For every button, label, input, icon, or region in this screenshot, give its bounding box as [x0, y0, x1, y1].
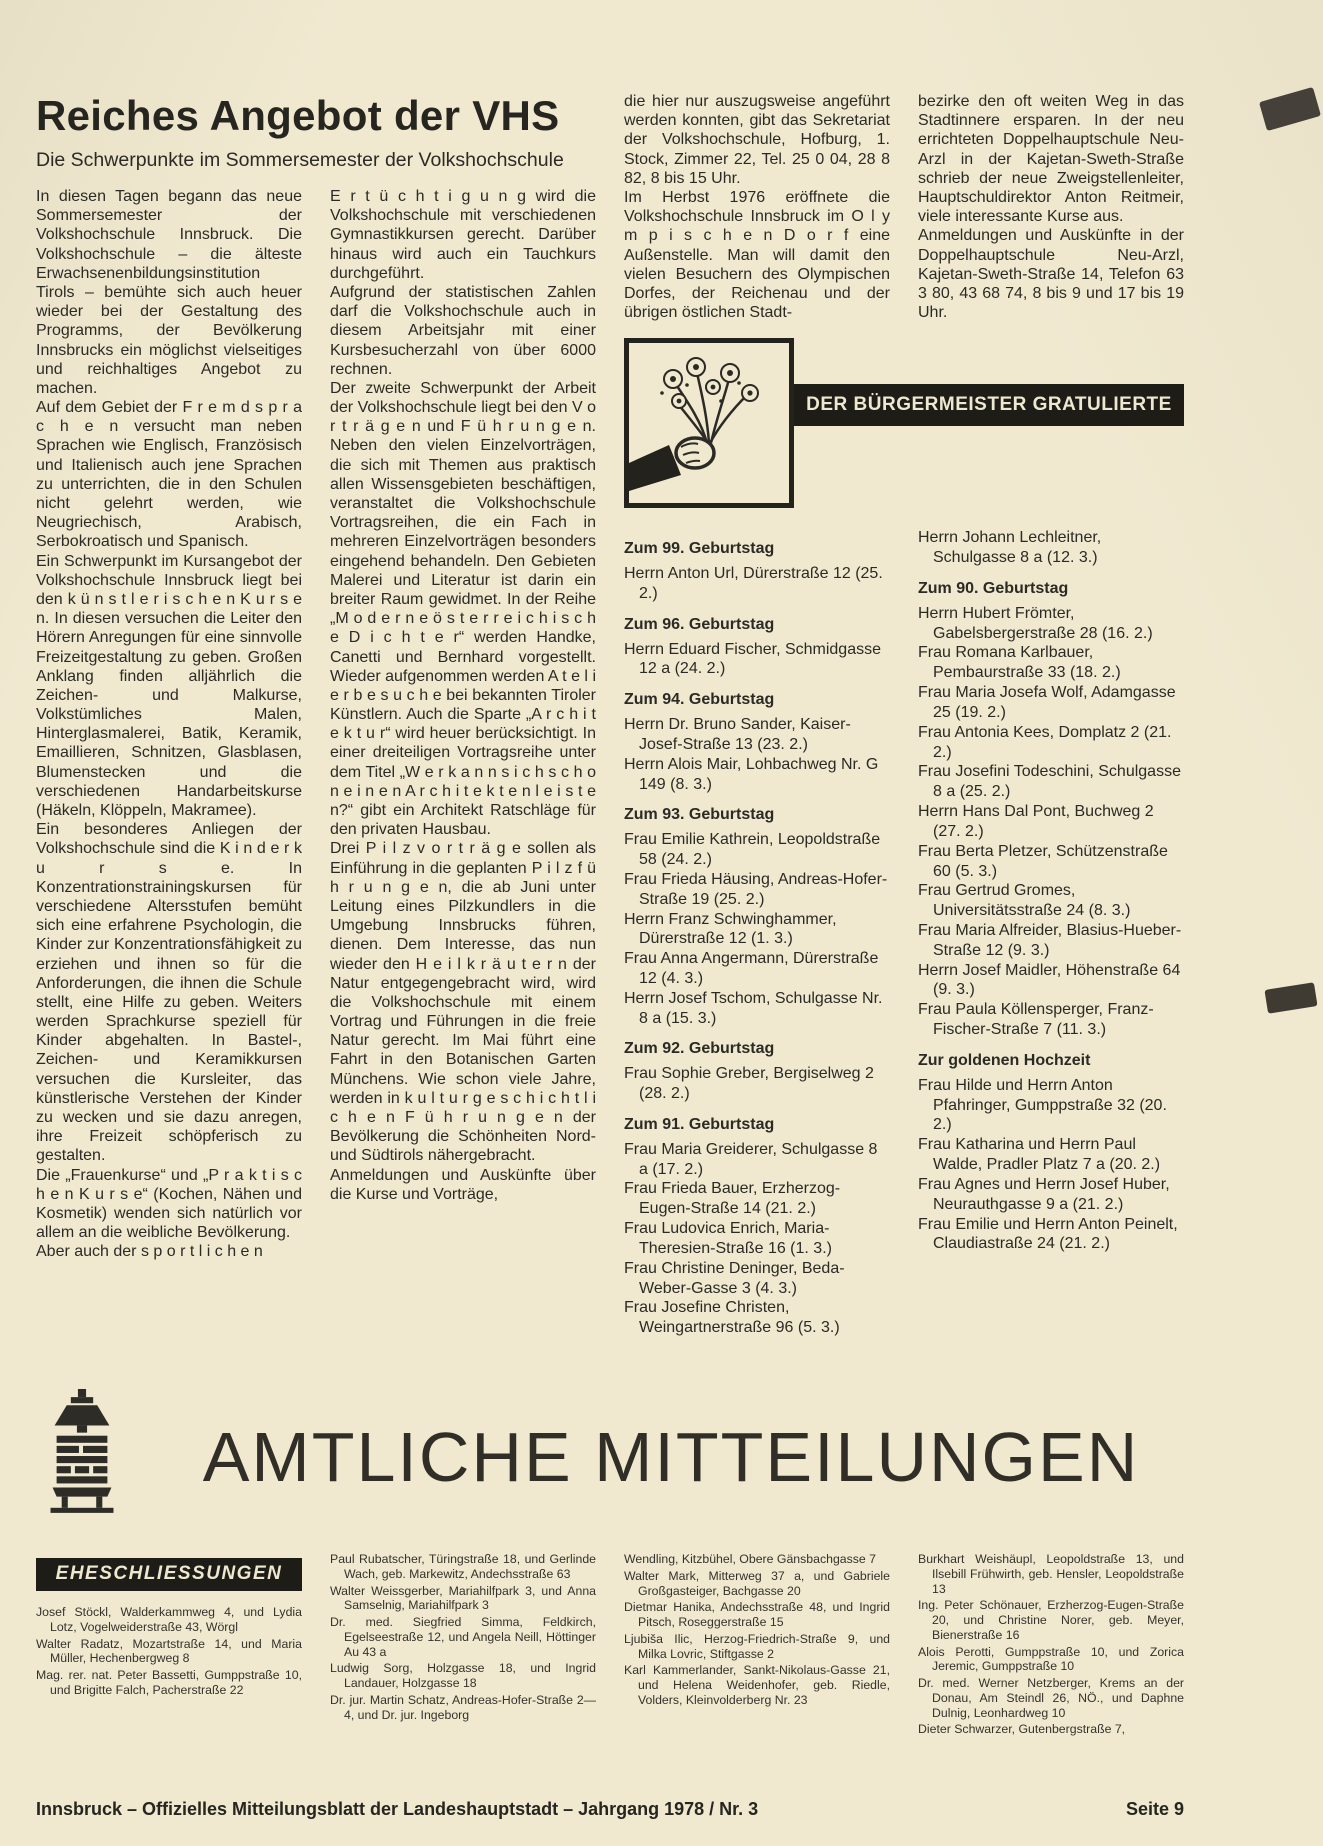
banner-title: DER BÜRGERMEISTER GRATULIERTE [806, 394, 1172, 416]
congrats-item: Zum 90. Geburtstag [918, 579, 1069, 597]
congrats-item: Zum 91. Geburtstag [624, 1115, 775, 1133]
congrats-item: Herrn Johann Lechleitner, Schulgasse 8 a (12. 3.) [918, 529, 1102, 567]
congrats-item: Frau Gertrud Gromes, Universitätsstraße 24 (8. 3.) [918, 882, 1131, 920]
marriages-list-3 [624, 1552, 890, 1708]
marriage-entry: Dietmar Hanika, Andechsstraße 48, und Ingrid Pitsch, Roseggerstraße 15 [624, 1600, 890, 1629]
congrats-item: Herrn Anton Url, Dürerstraße 12 (25. 2.) [624, 565, 883, 602]
marriages-column-3 [624, 1552, 890, 1739]
congrats-item: Herrn Josef Tschom, Schulgasse Nr. 8 a (15. 3.) [624, 989, 883, 1027]
congrats-item: Frau Frieda Häusing, Andreas-Hofer-Straße 19 (25. 2.) [624, 870, 888, 908]
marriage-entry: Burkhart Weishäupl, Leopoldstraße 13, und Ilsebill Frühwirth, geb. Hensler, Leopoldstraße 13 [918, 1552, 1184, 1596]
vhs-article-section [36, 92, 596, 1262]
upper-content [36, 92, 1184, 1356]
congrats-item: Zum 99. Geburtstag [624, 540, 775, 558]
congrats-item: Frau Romana Karlbauer, Pembaurstraße 33 (18. 2.) [918, 644, 1121, 682]
congrats-item: Frau Frieda Bauer, Erzherzog-Eugen-Straße 14 (21. 2.) [624, 1180, 841, 1218]
congrats-item: Zum 96. Geburtstag [624, 615, 775, 633]
congrats-item: Frau Anna Angermann, Dürerstraße 12 (4. 3.) [624, 950, 879, 987]
congrats-item: Frau Emilie und Herrn Anton Peinelt, Claudiastraße 24 (21. 2.) [918, 1215, 1178, 1253]
amtliche-title: AMTLICHE MITTEILUNGEN [202, 1418, 1140, 1496]
article-paragraph: Ein Schwerpunkt im Kursangebot der Volkshochschule Innsbruck liegt bei den k ü n s t l e r i s c h e n K u r s e n. In diesen versuchen die Leiter den Hörern Anregungen für eine sinnvolle Freizeitgestaltung zu geben. Großen Anklang finden alljährlich die Zeichen- und Malkurse, Volkstümliches Malen, Hinterglasmalerei, Batik, Keramik, Emaillieren, Schnitzen, Glasblasen, Blumenstecken und die verschiedenen Handarbeitskurse (Häkeln, Klöppeln, Makramee). [36, 552, 302, 819]
eheschliessungen-section [36, 1552, 1184, 1739]
bouquet-illustration [629, 343, 789, 503]
congrats-item: Frau Maria Alfreider, Blasius-Hueber-Straße 12 (9. 3.) [918, 921, 1182, 959]
marriage-entry: Ing. Peter Schönauer, Erzherzog-Eugen-Straße 20, und Christine Norer, geb. Meyer, Bienerstraße 16 [918, 1598, 1184, 1642]
article-column-3 [624, 92, 890, 322]
article-paragraph: Drei P i l z v o r t r ä g e sollen als Einführung in die geplanten P i l z f ü h r u n g e n, die ab Juni unter Leitung eines Pilzkundlers in die Umgebung Innsbrucks führen, dienen. Dem Interesse, das nun wieder den H e i l k r ä u t e r n der Natur entgegengebracht wird, wird die Volkshochschule mit einem Vortrag und Führungen in die freie Natur gerecht. Im Mai führt eine Fahrt in den Botanischen Garten Münchens. Wie schon viele Jahre, werden in k u l t u r g e s c h i c h t l i c h e n F ü h r u n g e n der Bevölkerung die Schönheiten Nord- und Südtirols nähergebracht. [330, 840, 596, 1165]
marriage-entry: Paul Rubatscher, Türingstraße 18, und Gerlinde Wach, geb. Markewitz, Andechsstraße 63 [330, 1552, 596, 1581]
congrats-item: Herrn Alois Mair, Lohbachweg Nr. G 149 (8. 3.) [624, 755, 879, 793]
marriage-entry: Alois Perotti, Gumppstraße 10, und Zorica Jeremic, Gumppstraße 10 [918, 1644, 1184, 1674]
congrats-column-left [624, 528, 890, 1338]
congrats-item: Zum 93. Geburtstag [624, 806, 775, 824]
article-title: Reiches Angebot der VHS [36, 92, 560, 139]
congrats-item: Frau Hilde und Herrn Anton Pfahringer, Gumppstraße 32 (20. 2.) [918, 1076, 1167, 1134]
article-paragraph: In diesen Tagen begann das neue Sommersemester der Volkshochschule Innsbruck. Die Volkshochschule – die älteste Erwachsenenbildungsinstitution Tirols – bemühte sich auch heuer wieder bei der Gestaltung des Programms, der Bevölkerung Innsbrucks ein möglichst vielseitiges und reichhaltiges Angebot zu machen. [36, 188, 302, 397]
congrats-item: Frau Maria Josefa Wolf, Adamgasse 25 (19. 2.) [918, 684, 1176, 721]
congrats-item: Herrn Dr. Bruno Sander, Kaiser-Josef-Straße 13 (23. 2.) [624, 716, 851, 753]
article-paragraph: Aber auch der s p o r t l i c h e n [36, 1243, 263, 1261]
marriages-list-1 [36, 1605, 302, 1698]
marriage-entry: Wendling, Kitzbühel, Obere Gänsbachgasse 7 [624, 1552, 877, 1566]
article-column-4 [918, 92, 1184, 322]
article-subtitle: Die Schwerpunkte im Sommersemester der Volkshochschule [36, 149, 564, 171]
congrats-item: Frau Antonia Kees, Domplatz 2 (21. 2.) [918, 723, 1172, 761]
marriage-entry: Dr. jur. Martin Schatz, Andreas-Hofer-Straße 2—4, und Dr. jur. Ingeborg [330, 1692, 596, 1722]
congrats-item: Herrn Hans Dal Pont, Buchweg 2 (27. 2.) [918, 803, 1154, 840]
congrats-item: Frau Josefini Todeschini, Schulgasse 8 a (25. 2.) [918, 763, 1181, 801]
article-paragraph: bezirke den oft weiten Weg in das Stadtinnere ersparen. In der neu errichteten Doppelhauptschule Neu-Arzl in der Kajetan-Sweth-Straße schrieb der neue Zweigstellenleiter, Hauptschuldirektor Anton Reitmeir, viele interessante Kurse aus. [918, 93, 1184, 226]
congrats-item: Frau Paula Köllensperger, Franz-Fischer-Straße 7 (11. 3.) [918, 1001, 1154, 1039]
congratulations-lists [624, 528, 1184, 1338]
marriage-entry: Walter Mark, Mitterweg 37 a, und Gabriele Großgasteiger, Bachgasse 20 [624, 1568, 890, 1598]
congrats-item: Herrn Eduard Fischer, Schmidgasse 12 a (24. 2.) [624, 640, 881, 678]
article-paragraph: Aufgrund der statistischen Zahlen darf die Volkshochschule auch in diesem Arbeitsjahr mit einer Kursbesucherzahl von über 6000 rechnen. [330, 283, 596, 378]
article-paragraph: Anmeldungen und Auskünfte in der Doppelhauptschule Neu-Arzl, Kajetan-Sweth-Straße 14, Telefon 63 3 80, 43 68 74, 8 bis 9 und 17 bis 19 Uhr. [918, 227, 1184, 322]
congrats-item: Herrn Hubert Frömter, Gabelsbergerstraße 28 (16. 2.) [918, 604, 1153, 642]
congrats-item: Frau Sophie Greber, Bergiselweg 2 (28. 2.) [624, 1065, 874, 1103]
marriages-list-2 [330, 1552, 596, 1722]
footer-publication-line: Innsbruck – Offizielles Mitteilungsblatt der Landeshauptstadt – Jahrgang 1978 / Nr. 3 [36, 1799, 759, 1819]
article-column-2 [330, 187, 596, 1262]
marriage-entry: Walter Radatz, Mozartstraße 14, und Maria Müller, Hechenbergweg 8 [36, 1636, 302, 1666]
footer-page-number: Seite 9 [1125, 1799, 1184, 1819]
article-paragraph: E r t ü c h t i g u n g wird die Volkshochschule mit verschiedenen Gymnastikkursen gerecht. Darüber hinaus wird auch ein Tauchkurs durchgeführt. [330, 188, 596, 282]
article-column-1 [36, 187, 302, 1262]
congrats-item: Frau Josefine Christen, Weingartnerstraße 96 (5. 3.) [624, 1299, 840, 1337]
hand-with-bouquet-icon [624, 338, 794, 508]
marriages-list-4 [918, 1552, 1184, 1737]
congratulations-banner [624, 338, 1184, 508]
right-section [624, 92, 1184, 1338]
hanging-lantern-icon [36, 1389, 128, 1526]
congrats-item: Frau Ludovica Enrich, Maria-Theresien-Straße 16 (1. 3.) [624, 1220, 832, 1257]
marriage-entry: Dr. med. Werner Netzberger, Krems an der Donau, Am Steindl 26, NÖ., und Daphne Dulnig, Leonhardweg 10 [918, 1676, 1184, 1720]
eheschliessungen-header: EHESCHLIESSUNGEN [36, 1558, 302, 1591]
marriage-entry: Karl Kammerlander, Sankt-Nikolaus-Gasse 21, und Helena Weidenhofer, geb. Riedle, Volders, Kleinvolderberg Nr. 23 [624, 1663, 890, 1707]
sleeve-shape [629, 445, 681, 491]
congrats-item: Frau Maria Greiderer, Schulgasse 8 a (17. 2.) [624, 1140, 878, 1178]
congrats-item: Frau Emilie Kathrein, Leopoldstraße 58 (24. 2.) [624, 831, 881, 869]
congrats-item: Zum 94. Geburtstag [624, 691, 775, 709]
article-columns [36, 187, 596, 1262]
congrats-item: Frau Berta Pletzer, Schützenstraße 60 (5. 3.) [918, 842, 1168, 880]
article-paragraph: Auf dem Gebiet der F r e m d s p r a c h e n versucht man neben Sprachen wie Englisch, Französisch und Italienisch auch jene Sprachen zu unterrichten, die in den Schulen nicht gelehrt werden, wie Neugriechisch, Arabisch, Serbokroatisch und Spanisch. [36, 399, 302, 551]
article-columns-continued [624, 92, 1184, 322]
marriage-entry: Walter Weissgerber, Mariahilfpark 3, und Anna Samselnig, Mariahilfpark 3 [330, 1583, 596, 1613]
marriages-column-1 [36, 1552, 302, 1739]
article-paragraph: Ein besonderes Anliegen der Volkshochschule sind die K i n d e r k u r s e. In Konzentrationstrainingskursen für verschiedene Altersstufen bemüht sich eine erfahrene Psychologin, die Kinder zur Konzentrationsfähigkeit zu erziehen und ihnen so für die Anforderungen, die ihnen die Schule stellt, eine Hilfe zu geben. Weiters werden Sprachkurse speziell für Kinder abgehalten. In Bastel-, Zeichen- und Keramikkursen versuchen die Kursleiter, das künstlerische Verstehen der Kinder zu wecken und sie dazu anregen, ihre Freizeit schöpferisch zu gestalten. [36, 821, 302, 1165]
marriage-entry: Mag. rer. nat. Peter Bassetti, Gumppstraße 10, und Brigitte Falch, Pacherstraße 22 [36, 1668, 302, 1697]
article-paragraph: Im Herbst 1976 eröffnete die Volkshochschule Innsbruck im O l y m p i s c h e n D o r f eine Außenstelle. Man will damit den vielen Besuchern des Olympischen Dorfes, der Reichenau und der übrigen östlichen Stadt- [624, 188, 890, 322]
marriage-entry: Ljubiša Ilic, Herzog-Friedrich-Straße 9, und Milka Lovric, Stiftgasse 2 [624, 1631, 890, 1661]
marriage-entry: Josef Stöckl, Walderkammweg 4, und Lydia Lotz, Vogelweiderstraße 43, Wörgl [36, 1605, 302, 1634]
marriage-entry: Dieter Schwarzer, Gutenbergstraße 7, [918, 1722, 1126, 1737]
article-paragraph: Anmeldungen und Auskünfte über die Kurse und Vorträge, [330, 1166, 596, 1203]
congrats-item: Herrn Josef Maidler, Höhenstraße 64 (9. 3.) [918, 961, 1181, 999]
article-paragraph: Der zweite Schwerpunkt der Arbeit der Volkshochschule liegt bei den V o r t r ä g e n und F ü h r u n g e n. Neben den vielen Einzelvorträgen, die sich mit Themen aus praktisch allen Wissensgebieten beschäftigen, veranstaltet die Volkshochschule Vortragsreihen, die ein Fach in mehreren Einzelvorträgen besonders eingehend behandeln. Den Gebieten Malerei und Literatur ist darin ein breiter Raum gewidmet. In der Reihe „M o d e r n e ö s t e r r e i c h i s c h e D i c h t e r“ werden Handke, Canetti und Bernhard vorgestellt. Wieder aufgenommen werden A t e l i e r b e s u c h e bei bekannten Tiroler Künstlern. Auch die Sparte „A r c h i t e k t u r“ wird heuer berücksichtigt. In einer dreiteiligen Vortragsreihe unter dem Titel „W e r k a n n s i c h s c h o n e i n e n A r c h i t e k t e n l e i s t e n?“ gibt ein Architekt Ratschläge für den privaten Hausbau. [330, 379, 596, 839]
marriages-column-2 [330, 1552, 596, 1739]
congrats-item: Frau Katharina und Herrn Paul Walde, Pradler Platz 7 a (20. 2.) [918, 1136, 1161, 1174]
congrats-item: Herrn Franz Schwinghammer, Dürerstraße 12 (1. 3.) [624, 910, 837, 948]
congrats-column-right [918, 528, 1184, 1338]
marriages-column-4 [918, 1552, 1184, 1739]
congrats-item: Zum 92. Geburtstag [624, 1040, 775, 1058]
congrats-item: Frau Agnes und Herrn Josef Huber, Neurauthgasse 9 a (21. 2.) [918, 1175, 1170, 1213]
scan-artifact [1259, 87, 1321, 131]
article-paragraph: Die „Frauenkurse“ und „P r a k t i s c h e n K u r s e“ (Kochen, Nähen und Kosmetik) wenden sich natürlich vor allem an die weibliche Bevölkerung. [36, 1166, 302, 1242]
amtliche-mitteilungen-section [36, 1382, 1184, 1532]
banner-title-bar [794, 384, 1184, 426]
page-footer [36, 1799, 1184, 1820]
article-paragraph: die hier nur auszugsweise angeführt werden konnten, gibt das Sekretariat der Volkshochschule, Hofburg, 1. Stock, Zimmer 22, Tel. 25 0 04, 28 8 82, 8 bis 15 Uhr. [624, 93, 890, 187]
marriage-entry: Ludwig Sorg, Holzgasse 18, und Ingrid Landauer, Holzgasse 18 [330, 1661, 596, 1690]
congrats-item: Frau Christine Deninger, Beda-Weber-Gasse 3 (4. 3.) [624, 1259, 845, 1297]
scan-artifact [1264, 982, 1317, 1014]
congrats-item: Zur goldenen Hochzeit [918, 1051, 1091, 1069]
marriage-entry: Dr. med. Siegfried Simma, Feldkirch, Egelseestraße 12, und Angela Neill, Höttinger Au 43 a [330, 1615, 596, 1659]
